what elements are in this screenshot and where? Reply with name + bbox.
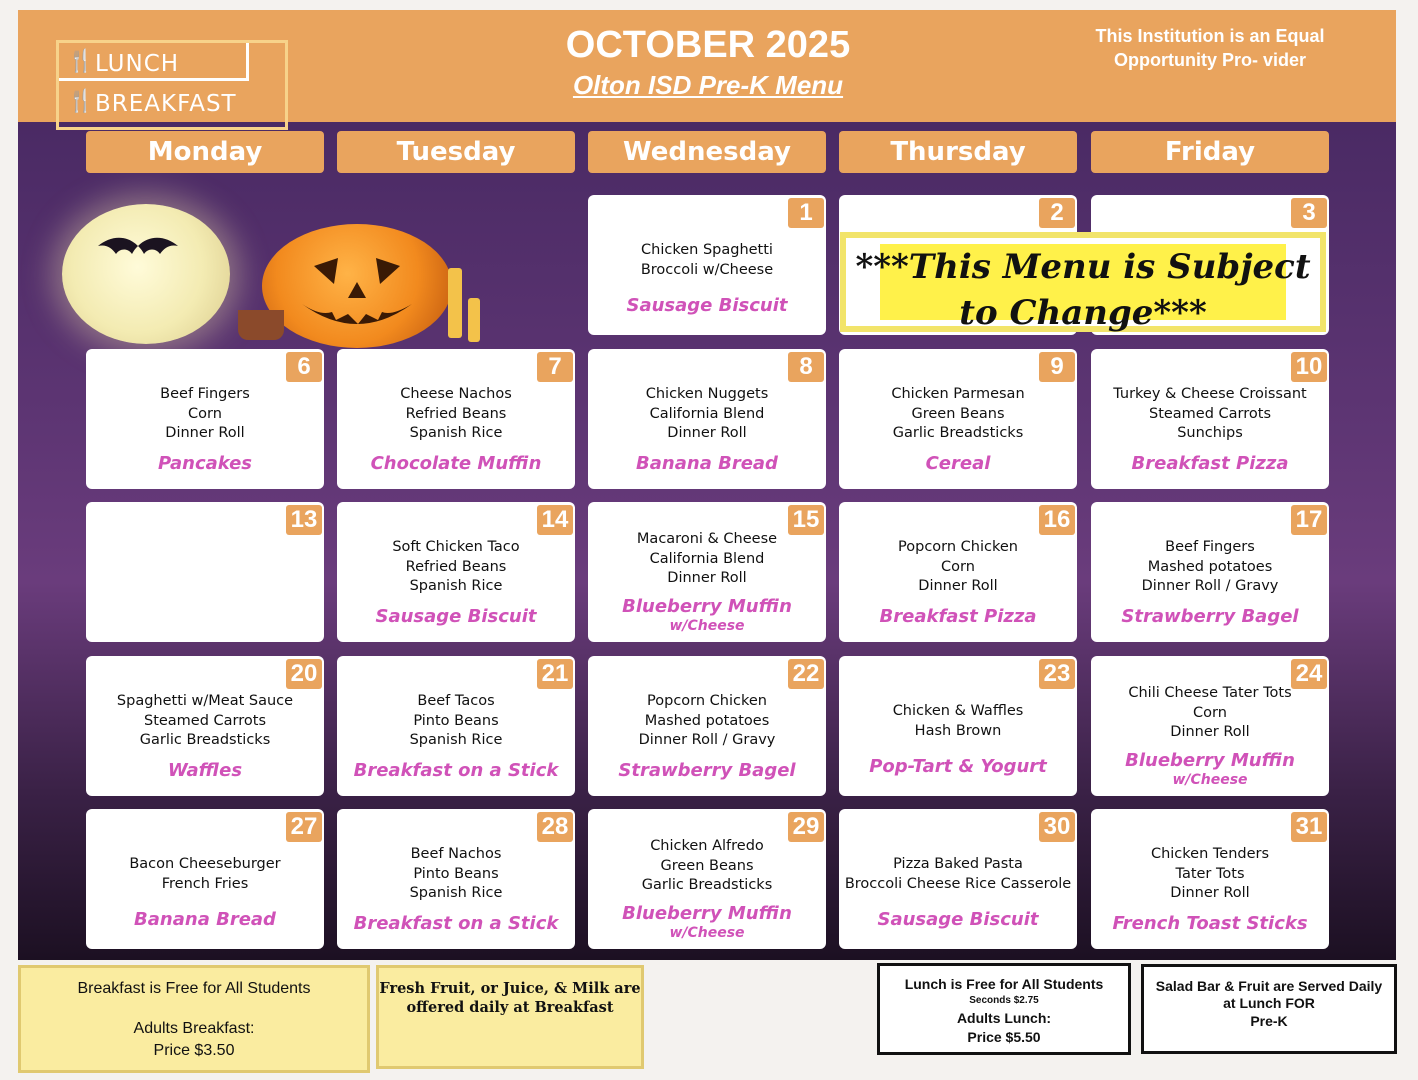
lunch-item: Chicken Alfredo: [650, 838, 764, 854]
day-cell: [86, 809, 324, 949]
breakfast-item: Strawberry Bagel: [1121, 606, 1299, 627]
lunch-item: Green Beans: [911, 405, 1005, 422]
day-number: 3: [1291, 198, 1327, 228]
day-number: 6: [286, 352, 322, 382]
lunch-item: California Blend: [649, 550, 765, 567]
day-cell: [86, 502, 324, 642]
breakfast-item: Breakfast Pizza: [1131, 453, 1289, 474]
breakfast-item: Breakfast on a Stick: [353, 913, 559, 934]
lunch-item: Popcorn Chicken: [898, 539, 1018, 555]
fork-icon: 🍴: [67, 89, 95, 114]
salad-bar-line-3: Pre-K: [1250, 1013, 1288, 1029]
full-moon-icon: [62, 204, 230, 344]
breakfast-item: Sausage Biscuit: [375, 606, 537, 627]
candle-icon: [468, 298, 480, 342]
day-number: 14: [537, 505, 573, 535]
lunch-item: Chili Cheese Tater Tots: [1128, 685, 1292, 701]
lunch-item: Dinner Roll: [1170, 885, 1250, 901]
breakfast-free-text: Breakfast is Free for All Students: [77, 980, 311, 997]
lunch-item: Beef Nachos: [410, 846, 502, 862]
breakfast-item: Chocolate Muffin: [370, 453, 542, 474]
day-number: 10: [1291, 352, 1327, 382]
fresh-fruit-line-2: offered daily at Breakfast: [406, 999, 614, 1016]
lunch-item: Dinner Roll: [918, 578, 998, 594]
lunch-item: Corn: [941, 558, 975, 575]
jack-o-lantern-icon: [262, 224, 452, 348]
lunch-items: [1091, 684, 1329, 743]
lunch-items: [839, 702, 1077, 741]
lunch-item: Refried Beans: [405, 405, 507, 422]
lunch-items: [86, 692, 324, 751]
day-number: 9: [1039, 352, 1075, 382]
day-cell: [86, 656, 324, 796]
day-number: 2: [1039, 198, 1075, 228]
lunch-items: [1091, 385, 1329, 444]
lunch-item: Dinner Roll: [667, 425, 747, 441]
lunch-item: Garlic Breadsticks: [892, 425, 1024, 441]
day-cell: [1091, 809, 1329, 949]
breakfast-item: Blueberry Muffin: [622, 903, 792, 924]
adults-breakfast-price: Price $3.50: [153, 1042, 235, 1059]
equal-opportunity-notice: This Institution is an Equal Opportunity Pro- vider: [1095, 26, 1325, 70]
logo-breakfast-text: BREAKFAST: [95, 91, 237, 117]
lunch-item: Chicken Parmesan: [891, 386, 1025, 402]
lunch-item: Pinto Beans: [413, 712, 499, 729]
breakfast-item: Blueberry Muffin: [622, 596, 792, 617]
header-bar: [18, 10, 1396, 122]
lunch-item: Pizza Baked Pasta: [893, 856, 1023, 872]
lunch-item: Chicken Spaghetti: [641, 242, 773, 258]
lunch-items: [839, 385, 1077, 444]
lunch-free-text: Lunch is Free for All Students: [904, 976, 1104, 992]
day-number: 15: [788, 505, 824, 535]
lunch-items: [337, 845, 575, 904]
day-cell: [839, 502, 1077, 642]
lunch-item: Chicken Nuggets: [645, 386, 769, 402]
lunch-item: Pinto Beans: [413, 865, 499, 882]
salad-bar-box: [1141, 964, 1397, 1054]
breakfast-item: Pop-Tart & Yogurt: [869, 756, 1047, 777]
lunch-item: Bacon Cheeseburger: [129, 856, 281, 872]
lunch-items: [337, 385, 575, 444]
lunch-item: Popcorn Chicken: [647, 693, 767, 709]
day-cell: [1091, 656, 1329, 796]
fork-icon: 🍴: [67, 49, 95, 74]
page-subtitle: Olton ISD Pre-K Menu: [572, 70, 844, 100]
day-cell: [588, 656, 826, 796]
weekday-wednesday: Wednesday: [588, 131, 826, 173]
breakfast-item: Strawberry Bagel: [618, 760, 796, 781]
lunch-item: Spanish Rice: [409, 425, 503, 441]
lunch-item: Dinner Roll / Gravy: [638, 732, 776, 748]
day-cell: [337, 809, 575, 949]
lunch-item: Chicken Tenders: [1150, 846, 1270, 862]
lunch-items: [839, 855, 1077, 894]
lunch-item: Broccoli w/Cheese: [640, 261, 774, 278]
salad-bar-line-2: at Lunch FOR: [1223, 995, 1315, 1011]
breakfast-item-note: w/Cheese: [669, 618, 745, 634]
lunch-item: Spanish Rice: [409, 885, 503, 901]
lunch-items: [588, 837, 826, 896]
lunch-items: [588, 241, 826, 280]
lunch-item: Steamed Carrots: [1148, 405, 1272, 422]
day-cell: [337, 502, 575, 642]
day-number: 22: [788, 659, 824, 689]
breakfast-item: Pancakes: [157, 453, 253, 474]
day-cell: [588, 809, 826, 949]
lunch-item: Corn: [1193, 704, 1227, 721]
breakfast-item: Blueberry Muffin: [1125, 750, 1295, 771]
lunch-items: [86, 385, 324, 444]
fresh-fruit-line-1: Fresh Fruit, or Juice, & Milk are: [379, 980, 641, 997]
day-number: 24: [1291, 659, 1327, 689]
breakfast-item-note: w/Cheese: [669, 925, 745, 941]
lunch-item: Tater Tots: [1175, 865, 1245, 882]
lunch-item: Beef Fingers: [160, 386, 250, 402]
day-cell: [337, 349, 575, 489]
weekday-thursday: Thursday: [839, 131, 1077, 173]
day-number: 29: [788, 812, 824, 842]
day-cell: [588, 195, 826, 335]
day-number: 20: [286, 659, 322, 689]
day-number: 23: [1039, 659, 1075, 689]
day-cell: [588, 502, 826, 642]
day-number: 1: [788, 198, 824, 228]
adults-breakfast-label: Adults Breakfast:: [133, 1020, 255, 1037]
lunch-items: [337, 538, 575, 597]
subject-to-change-notice: ***This Menu is Subject to Change***: [840, 232, 1326, 332]
bat-icon: [96, 232, 180, 260]
salad-bar-line-1: Salad Bar & Fruit are Served Daily: [1155, 978, 1383, 994]
day-number: 21: [537, 659, 573, 689]
breakfast-free-box: [18, 965, 370, 1073]
lunch-item: Cheese Nachos: [400, 386, 512, 402]
lunch-item: Steamed Carrots: [143, 712, 267, 729]
breakfast-item: Sausage Biscuit: [877, 909, 1039, 930]
lunch-item: Mashed potatoes: [644, 712, 770, 729]
lunch-item: Beef Tacos: [417, 693, 495, 709]
day-cell: [1091, 349, 1329, 489]
breakfast-item: Waffles: [167, 760, 243, 781]
lunch-item: Dinner Roll: [165, 425, 245, 441]
page-title: OCTOBER 2025: [565, 24, 851, 66]
lunch-item: Sunchips: [1177, 425, 1243, 441]
lunch-item: Mashed potatoes: [1147, 558, 1273, 575]
lunch-item: Broccoli Cheese Rice Casserole: [844, 875, 1072, 892]
lunch-item: Corn: [188, 405, 222, 422]
breakfast-item: French Toast Sticks: [1112, 913, 1308, 934]
weekday-monday: Monday: [86, 131, 324, 173]
lunch-item: Garlic Breadsticks: [641, 877, 773, 893]
lunch-items: [1091, 845, 1329, 904]
lunch-item: Soft Chicken Taco: [392, 539, 520, 555]
lunch-breakfast-logo: [56, 40, 288, 130]
lunch-item: Turkey & Cheese Croissant: [1113, 386, 1307, 402]
day-number: 27: [286, 812, 322, 842]
lunch-items: [588, 385, 826, 444]
logo-lunch-text: LUNCH: [95, 51, 180, 77]
breakfast-item: Cereal: [925, 453, 991, 474]
breakfast-item: Banana Bread: [134, 909, 276, 930]
adults-lunch-price: Price $5.50: [967, 1029, 1041, 1045]
lunch-item: Spanish Rice: [409, 732, 503, 748]
lunch-item: Hash Brown: [914, 722, 1002, 739]
seconds-price: Seconds $2.75: [969, 995, 1039, 1006]
breakfast-item: Sausage Biscuit: [626, 295, 788, 316]
day-cell: [1091, 502, 1329, 642]
lunch-item: Macaroni & Cheese: [636, 531, 778, 547]
lunch-items: [86, 855, 324, 894]
breakfast-item-note: w/Cheese: [1172, 772, 1248, 788]
lunch-items: [839, 538, 1077, 597]
day-cell: [839, 809, 1077, 949]
cupcake-icon: [238, 310, 284, 340]
lunch-items: [337, 692, 575, 751]
breakfast-item: Banana Bread: [636, 453, 778, 474]
lunch-item: Chicken & Waffles: [892, 703, 1024, 719]
lunch-item: Garlic Breadsticks: [139, 732, 271, 748]
lunch-free-box: [877, 963, 1131, 1055]
lunch-item: French Fries: [161, 875, 249, 892]
breakfast-item: Breakfast Pizza: [879, 606, 1037, 627]
adults-lunch-label: Adults Lunch:: [956, 1010, 1052, 1026]
day-number: 16: [1039, 505, 1075, 535]
day-number: 28: [537, 812, 573, 842]
day-cell: [86, 349, 324, 489]
lunch-item: Spanish Rice: [409, 578, 503, 594]
lunch-item: Refried Beans: [405, 558, 507, 575]
fresh-fruit-box: [376, 965, 644, 1069]
day-number: 31: [1291, 812, 1327, 842]
day-number: 13: [286, 505, 322, 535]
day-number: 7: [537, 352, 573, 382]
breakfast-item: Breakfast on a Stick: [353, 760, 559, 781]
lunch-item: Beef Fingers: [1165, 539, 1255, 555]
day-number: 30: [1039, 812, 1075, 842]
day-cell: [839, 656, 1077, 796]
day-number: 8: [788, 352, 824, 382]
day-cell: [337, 656, 575, 796]
lunch-item: Spaghetti w/Meat Sauce: [116, 693, 294, 709]
candle-icon: [448, 268, 462, 338]
lunch-item: Dinner Roll: [667, 570, 747, 586]
weekday-friday: Friday: [1091, 131, 1329, 173]
lunch-item: Green Beans: [660, 857, 754, 874]
lunch-item: Dinner Roll: [1170, 724, 1250, 740]
day-cell: [839, 349, 1077, 489]
lunch-item: California Blend: [649, 405, 765, 422]
lunch-item: Dinner Roll / Gravy: [1141, 578, 1279, 594]
weekday-tuesday: Tuesday: [337, 131, 575, 173]
day-number: 17: [1291, 505, 1327, 535]
lunch-items: [1091, 538, 1329, 597]
lunch-items: [588, 692, 826, 751]
day-cell: [588, 349, 826, 489]
lunch-items: [588, 530, 826, 589]
